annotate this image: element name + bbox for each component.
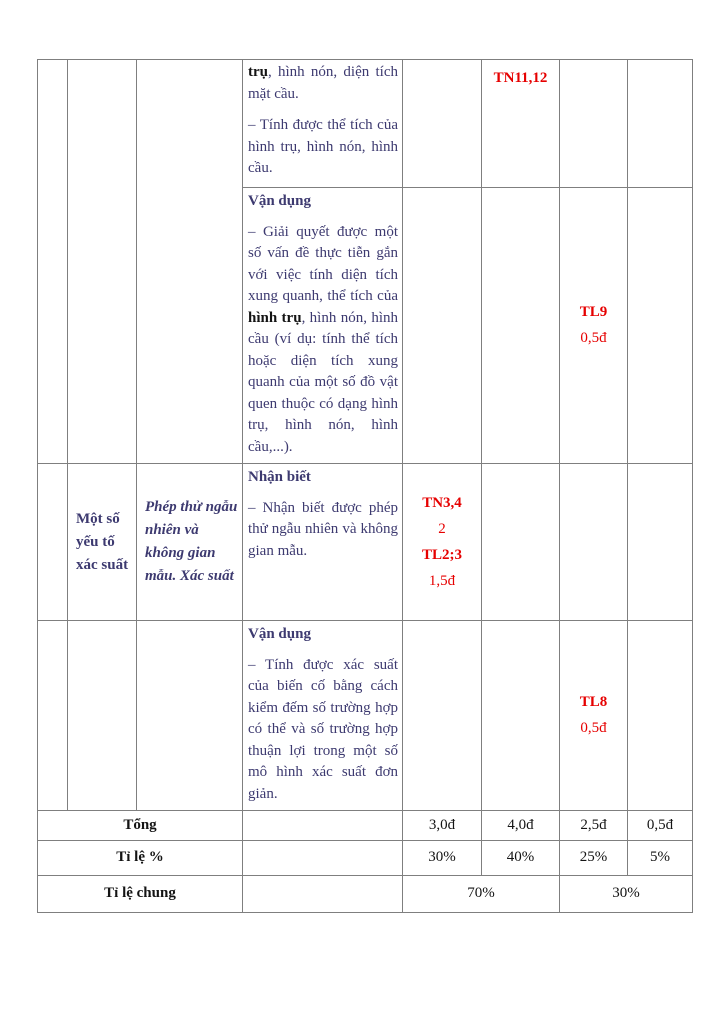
row-total: [38, 811, 693, 841]
probability-knowing-codes-cell: [403, 464, 482, 621]
empty-cell: [403, 60, 482, 188]
total-value: 3,0đ: [403, 811, 482, 841]
stt-cell-empty: [38, 621, 68, 811]
row-probability-knowing: [38, 464, 693, 621]
total-label: Tổng: [38, 811, 243, 841]
empty-cell: [243, 841, 403, 876]
geometry-knowing-paragraph-1: [248, 62, 398, 105]
stt-cell-empty: [38, 464, 68, 621]
total-value: 2,5đ: [560, 811, 628, 841]
percent-label: Tỉ lệ %: [38, 841, 243, 876]
probability-applying-tl-cell: [560, 621, 628, 811]
question-points: 1,5đ: [428, 572, 456, 589]
common-percent-label: Tỉ lệ chung: [38, 876, 243, 913]
question-code: TL8: [579, 694, 608, 710]
empty-cell: [560, 464, 628, 621]
paragraph-text: , hình nón, hình cầu (ví dụ: tính thể tích hoặc diện tích xung quanh của một số đồ vật quen thuộc có dạng hình trụ, hình nón, hình cầu,...).: [248, 309, 398, 455]
probability-applying-paragraph: – Tính được xác suất của biến cố bằng cách kiểm đếm số trường hợp có thể và số trường hợp thuận lợi trong một số mô hình xác suất đơn giản.: [248, 656, 398, 802]
paragraph-text: , hình nón, diện tích mặt cầu.: [248, 64, 398, 102]
assessment-matrix-table: [37, 59, 693, 913]
bold-term: trụ: [248, 64, 268, 80]
paragraph-text: – Giải quyết được một số vấn đề thực tiễn gắn với việc tính diện tích xung quanh, thể tích của: [248, 223, 398, 304]
geometry-knowing-paragraph-2: – Tính được thể tích của hình trụ, hình nón, hình cầu.: [248, 117, 398, 176]
row-probability-applying: [38, 621, 693, 811]
question-code: TN11,12: [493, 70, 548, 86]
empty-cell: [628, 60, 693, 188]
empty-cell: [243, 876, 403, 913]
total-value: 0,5đ: [628, 811, 693, 841]
subtopic-cell-empty: [137, 60, 243, 464]
empty-cell: [243, 811, 403, 841]
common-percent-value: 30%: [560, 876, 693, 913]
geometry-applying-paragraph: [248, 222, 398, 459]
subtopic-cell-empty: [137, 621, 243, 811]
empty-cell: [403, 188, 482, 464]
probability-topic-cell: Một số yếu tố xác suất: [68, 464, 137, 621]
percent-value: 30%: [403, 841, 482, 876]
geometry-knowing-tn-cell: [482, 60, 560, 188]
geometry-applying-requirements: [243, 188, 403, 464]
probability-knowing-requirements: [243, 464, 403, 621]
percent-value: 25%: [560, 841, 628, 876]
probability-subtopic-cell: Phép thử ngẫu nhiên và không gian mẫu. Xác suất: [137, 464, 243, 621]
row-geometry-knowing: [38, 60, 693, 188]
percent-value: 40%: [482, 841, 560, 876]
empty-cell: [482, 621, 560, 811]
probability-applying-requirements: [243, 621, 403, 811]
topic-cell-empty: [68, 60, 137, 464]
question-code: TN3,4: [422, 494, 462, 511]
empty-cell: [482, 464, 560, 621]
empty-cell: [403, 621, 482, 811]
row-common-percent: [38, 876, 693, 913]
percent-value: 5%: [628, 841, 693, 876]
empty-cell: [560, 60, 628, 188]
bold-term: hình trụ: [248, 309, 302, 326]
cognitive-level-heading: Nhận biết: [248, 469, 311, 485]
empty-cell: [482, 188, 560, 464]
geometry-knowing-requirements: [243, 60, 403, 188]
row-percent: [38, 841, 693, 876]
cognitive-level-heading: Vận dụng: [248, 626, 311, 642]
empty-cell: [628, 188, 693, 464]
geometry-applying-tl-cell: [560, 188, 628, 464]
probability-knowing-paragraph: – Nhận biết được phép thử ngẫu nhiên và không gian mẫu.: [248, 499, 398, 559]
question-points: 0,5đ: [580, 720, 607, 736]
common-percent-value: 70%: [403, 876, 560, 913]
question-points: 0,5đ: [580, 330, 607, 346]
question-code: TL9: [579, 304, 608, 320]
stt-cell-empty: [38, 60, 68, 464]
question-count: 2: [438, 520, 446, 537]
question-code: TL2;3: [421, 546, 462, 563]
total-value: 4,0đ: [482, 811, 560, 841]
topic-cell-empty: [68, 621, 137, 811]
empty-cell: [628, 464, 693, 621]
empty-cell: [628, 621, 693, 811]
cognitive-level-heading: Vận dụng: [248, 193, 311, 209]
